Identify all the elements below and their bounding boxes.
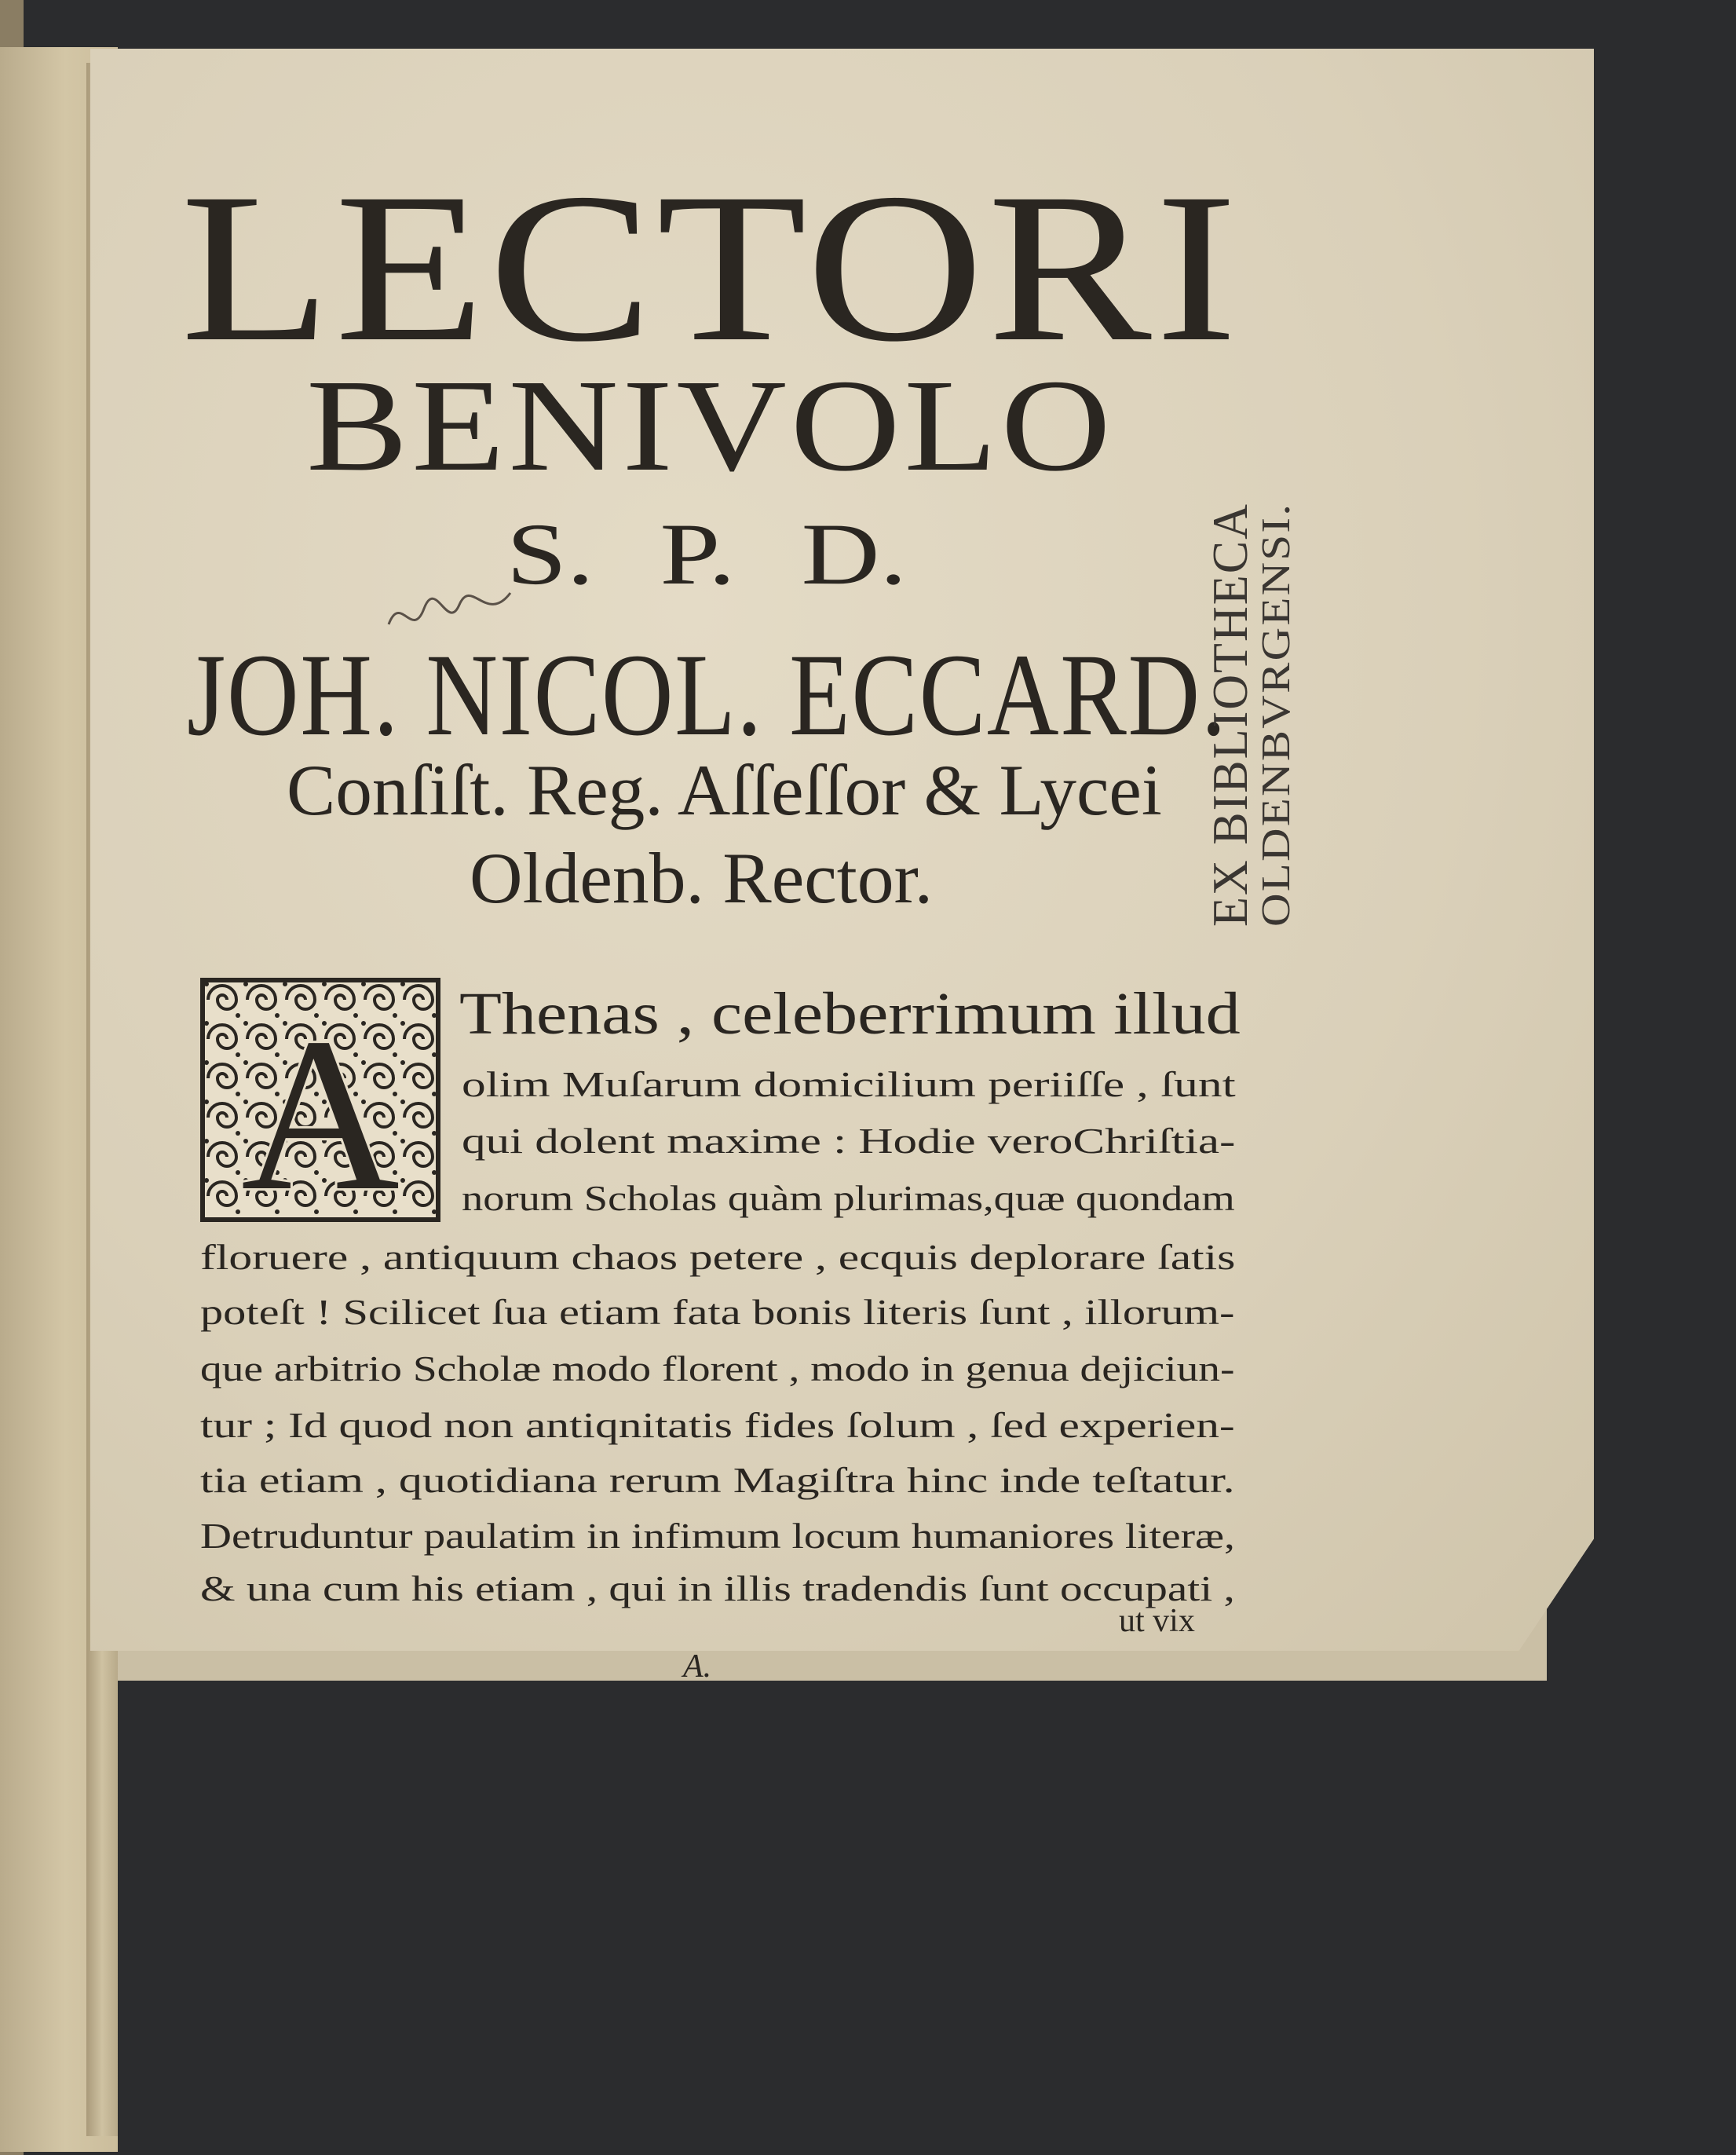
library-stamp	[1201, 502, 1303, 927]
author-name: JOH. NICOL. ECCARD.	[187, 630, 1228, 760]
folio-mark: A.	[683, 1648, 712, 1685]
body-line: olim Muſarum domicilium periiſſe , ſunt	[462, 1064, 1236, 1104]
body-line: tur ; Id quod non antiqnitatis fides ſolum , ſed experien-	[200, 1405, 1235, 1445]
catchword: ut vix	[1119, 1603, 1195, 1639]
body-line: Detruduntur paulatim in infimum locum humaniores literæ,	[200, 1516, 1235, 1556]
heading-subtitle: BENIVOLO	[306, 353, 1115, 499]
body-line: floruere , antiquum chaos petere , ecquis deplorare ſatis	[200, 1237, 1236, 1277]
body-line: & una cum his etiam , qui in illis tradendis ſunt occupati ,	[200, 1568, 1235, 1608]
author-role-line-2: Oldenb. Rector.	[470, 838, 933, 918]
body-line: que arbitrio Scholæ modo florent , modo in genua dejiciun-	[200, 1348, 1235, 1388]
stamp-line-1: EX BIBLIOTHECA	[1202, 503, 1258, 927]
body-first-line: Thenas , celeberrimum illud	[459, 981, 1241, 1047]
stamp-line-2: OLDENBVRGENSI.	[1254, 502, 1299, 927]
body-line: qui dolent maxime : Hodie veroChriſtia-	[462, 1121, 1236, 1161]
heading-title: LECTORI	[181, 149, 1241, 386]
ornament-icon	[203, 980, 438, 1220]
body-line: tia etiam , quotidiana rerum Magiſtra hinc inde teſtatur.	[200, 1460, 1235, 1500]
body-line: norum Scholas quàm plurimas,quæ quondam	[462, 1178, 1235, 1218]
author-role-line-1: Conſiſt. Reg. Aſſeſſor & Lycei	[287, 750, 1162, 830]
decorated-initial	[200, 978, 440, 1222]
body-line: poteſt ! Scilicet ſua etiam fata bonis literis ſunt , illorum-	[200, 1292, 1235, 1332]
initial-letter: A	[240, 992, 400, 1220]
heading-salutation: S. P. D.	[506, 506, 908, 603]
